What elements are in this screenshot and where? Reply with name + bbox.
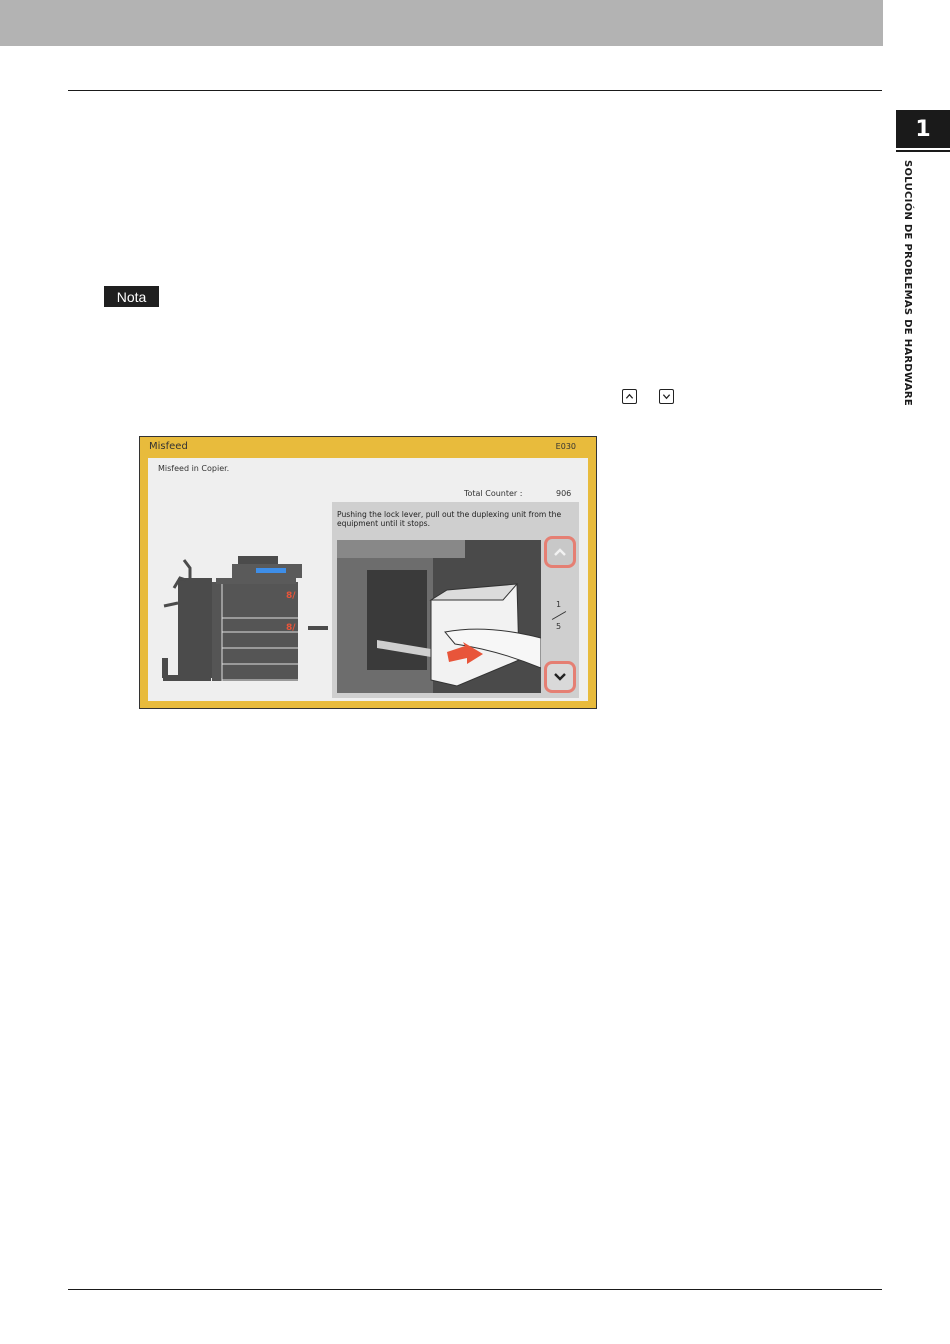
bottom-rule	[68, 1289, 882, 1290]
page-total: 5	[556, 622, 562, 631]
duplex-unit-illustration	[337, 540, 541, 693]
chapter-tab: 1	[896, 110, 950, 148]
page-navigation	[542, 536, 579, 696]
chevron-down-icon	[659, 389, 674, 404]
note-label: Nota	[104, 286, 159, 307]
counter-label: Total Counter :	[464, 489, 523, 498]
page-separator	[552, 611, 566, 620]
error-code: E030	[555, 442, 576, 451]
misfeed-message: Misfeed in Copier.	[158, 464, 230, 473]
screen-body	[148, 458, 588, 701]
misfeed-screenshot	[139, 436, 597, 709]
instruction-text: Pushing the lock lever, pull out the duplexing unit from the equipment until it stops.	[337, 510, 562, 528]
header-band	[0, 0, 883, 46]
chapter-side-title: SOLUCIÓN DE PROBLEMAS DE HARDWARE	[902, 160, 913, 407]
scroll-up-button[interactable]	[544, 536, 576, 568]
chevron-down-icon	[553, 672, 567, 682]
guide-panel	[332, 502, 579, 698]
screen-title: Misfeed	[149, 441, 188, 452]
svg-text:8/: 8/	[286, 591, 296, 601]
chevron-up-icon	[553, 547, 567, 557]
chapter-tab-underline	[896, 150, 950, 152]
top-rule	[68, 90, 882, 91]
chevron-up-icon	[622, 389, 637, 404]
scroll-down-button[interactable]	[544, 661, 576, 693]
svg-text:8/: 8/	[286, 623, 296, 633]
page-current: 1	[556, 600, 562, 609]
copier-diagram	[160, 548, 330, 698]
counter-value: 906	[556, 489, 572, 498]
